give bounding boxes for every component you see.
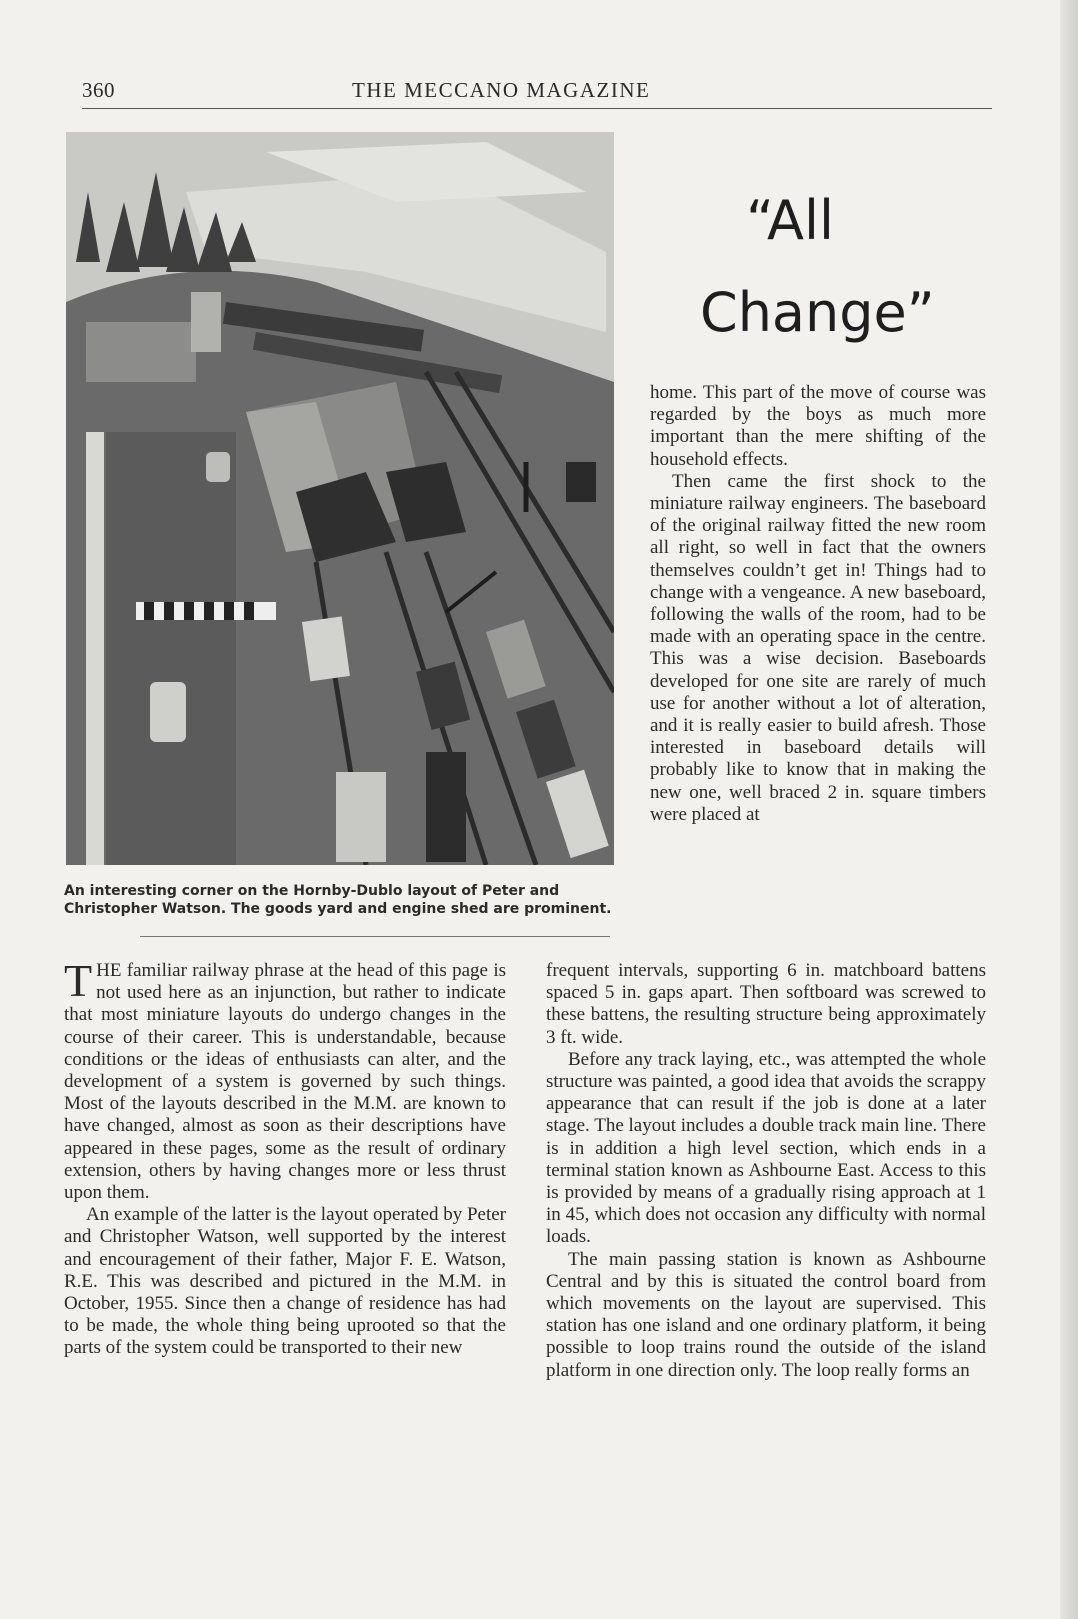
paragraph: frequent intervals, supporting 6 in. matchboard battens spaced 5 in. gaps apart. Then softboard was screwed to these battens, the resulting structure being approximately 3 ft. wide. — [546, 960, 986, 1048]
paragraph-text: HE familiar railway phrase at the head of this page is not used here as an injunction, but rather to indicate that most miniature layouts do undergo changes in the course of their career. This is understandable, because conditions or the ideas of enthusiasts can alter, and the development of a system is governed by such things. Most of the layouts described in the M.M. are known to have changed, almost as soon as their descriptions have appeared in these pages, some as the result of ordinary extension, others by having changes more or less thrust upon them. — [64, 960, 506, 1204]
article-column-right-top — [650, 382, 986, 826]
caption-divider — [140, 936, 610, 937]
article-column-left — [64, 955, 506, 1360]
article-column-right-bottom — [546, 960, 986, 1382]
paragraph: Then came the first shock to the miniature railway engineers. The baseboard of the original railway fitted the new room all right, so well in fact that the owners themselves couldn’t get in! Things had to change with a vengeance. A new baseboard, following the walls of the room, had to be made with an operating space in the centre. This was a wise decision. Baseboards developed for one site are rarely of much use for another without a lot of alteration, and it is really easier to build afresh. Those interested in baseboard details will probably like to know that in making the new one, well braced 2 in. square timbers were placed at — [650, 470, 986, 825]
paragraph-opening — [64, 955, 506, 1204]
paragraph: home. This part of the move of course was regarded by the boys as much more important than the mere shifting of the household effects. — [650, 382, 986, 470]
magazine-title: THE MECCANO MAGAZINE — [352, 78, 651, 102]
paragraph: An example of the latter is the layout operated by Peter and Christopher Watson, well supported by the interest and encouragement of their father, Major F. E. Watson, R.E. This was described and pictured in the M.M. in October, 1955. Since then a change of residence has had to be made, the whole thing being uprooted so that the parts of the system could be transported to their new — [64, 1204, 506, 1359]
model-railway-photo — [66, 132, 614, 865]
paragraph: The main passing station is known as Ashbourne Central and by this is situated the control board from which movements on the layout are supervised. This station has one island and one ordinary platform, it being possible to loop trains round the outside of the island platform in one direction only. The loop really forms an — [546, 1248, 986, 1381]
drop-cap: T — [64, 955, 93, 1006]
paragraph: Before any track laying, etc., was attempted the whole structure was painted, a good idea that avoids the scrappy appearance that can result if the job is done at a later stage. The layout includes a double track main line. There is in addition a high level section, which ends in a terminal station known as Ashbourne East. Access to this is provided by means of a gradually rising approach at 1 in 45, which does not occasion any difficulty with normal loads. — [546, 1048, 986, 1248]
page-edge-shadow — [1060, 0, 1078, 1619]
headline-line-2: Change” — [700, 281, 935, 344]
page-number: 360 — [82, 78, 115, 102]
photo-caption: An interesting corner on the Hornby-Dublo layout of Peter and Christopher Watson. The goods yard and engine shed are prominent. — [64, 883, 612, 917]
page-header — [82, 74, 992, 109]
headline-line-1: “All — [746, 189, 834, 252]
layout-photograph — [66, 132, 614, 865]
